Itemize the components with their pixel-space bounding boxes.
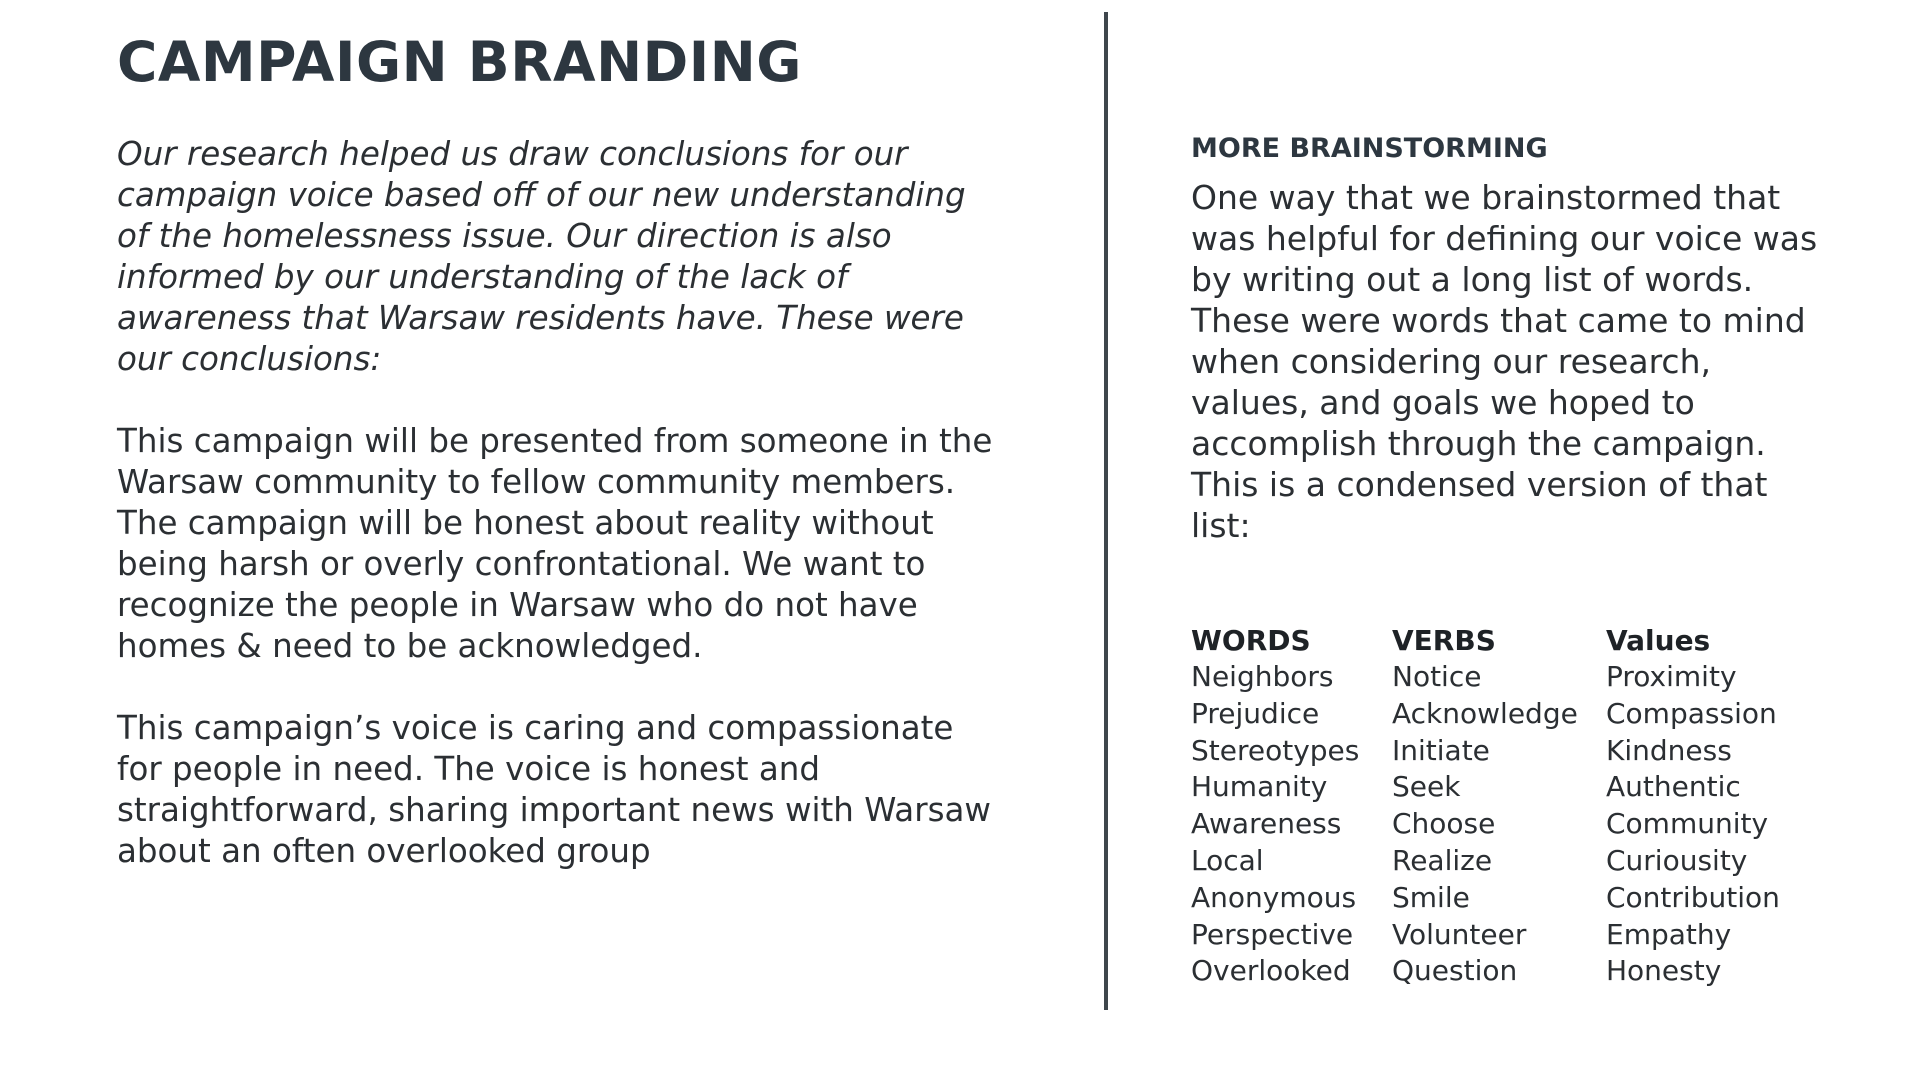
- page-title: CAMPAIGN BRANDING: [117, 30, 802, 94]
- list-item: Realize: [1392, 843, 1493, 877]
- verbs-heading: VERBS: [1392, 624, 1496, 657]
- list-item: Overlooked: [1191, 954, 1351, 988]
- list-item: Compassion: [1606, 696, 1777, 730]
- list-item: Honesty: [1606, 954, 1722, 988]
- list-item: Proximity: [1606, 660, 1737, 693]
- list-item: Acknowledge: [1392, 696, 1578, 730]
- list-item: Community: [1606, 807, 1769, 841]
- values-heading: Values: [1606, 624, 1711, 657]
- right-column: [1191, 131, 1831, 546]
- list-item: Choose: [1392, 807, 1496, 841]
- list-item: Kindness: [1606, 733, 1732, 767]
- words-column: [1191, 622, 1392, 990]
- list-item: Question: [1392, 954, 1518, 988]
- list-item: Neighbors: [1191, 660, 1334, 693]
- brainstorming-paragraph: One way that we brainstormed that was helpful for defining our voice was by writing out a long list of words. These were words that came to mind when considering our research, values, and goals we hoped to accomplish through the campaign. This is a condensed version of that list:: [1191, 178, 1818, 545]
- brainstorming-heading: MORE BRAINSTORMING: [1191, 133, 1548, 164]
- list-item: Stereotypes: [1191, 733, 1360, 767]
- list-item: Awareness: [1191, 807, 1342, 841]
- list-item: Volunteer: [1392, 917, 1527, 951]
- list-item: Smile: [1392, 880, 1470, 914]
- list-item: Empathy: [1606, 917, 1732, 951]
- list-item: Humanity: [1191, 770, 1328, 804]
- presentation-paragraph: This campaign will be presented from someone in the Warsaw community to fellow community members. The campaign will be honest about reality without being harsh or overly confrontational. We want to recognize the people in Warsaw who do not have homes & need to be acknowledged.: [117, 422, 993, 665]
- intro-paragraph: Our research helped us draw conclusions for our campaign voice based off of our new understanding of the homelessness issue. Our direction is also informed by our understanding of the lack of awareness that Warsaw residents have. These were our conclusions:: [117, 135, 966, 378]
- values-column: [1606, 622, 1826, 990]
- list-item: Notice: [1392, 660, 1482, 693]
- column-divider: [1104, 12, 1108, 1010]
- list-item: Authentic: [1606, 770, 1741, 804]
- list-item: Contribution: [1606, 880, 1780, 914]
- list-item: Initiate: [1392, 733, 1490, 767]
- list-item: Curiousity: [1606, 843, 1748, 877]
- list-item: Perspective: [1191, 917, 1354, 951]
- list-item: Local: [1191, 843, 1264, 877]
- word-lists: [1191, 622, 1826, 990]
- left-column: [117, 134, 1007, 913]
- list-item: Prejudice: [1191, 696, 1320, 730]
- list-item: Anonymous: [1191, 880, 1357, 914]
- list-item: Seek: [1392, 770, 1461, 804]
- verbs-column: [1392, 622, 1606, 990]
- words-heading: WORDS: [1191, 624, 1311, 657]
- voice-paragraph: This campaign’s voice is caring and compassionate for people in need. The voice is honest and straightforward, sharing important news with Warsaw about an often overlooked group: [117, 709, 991, 870]
